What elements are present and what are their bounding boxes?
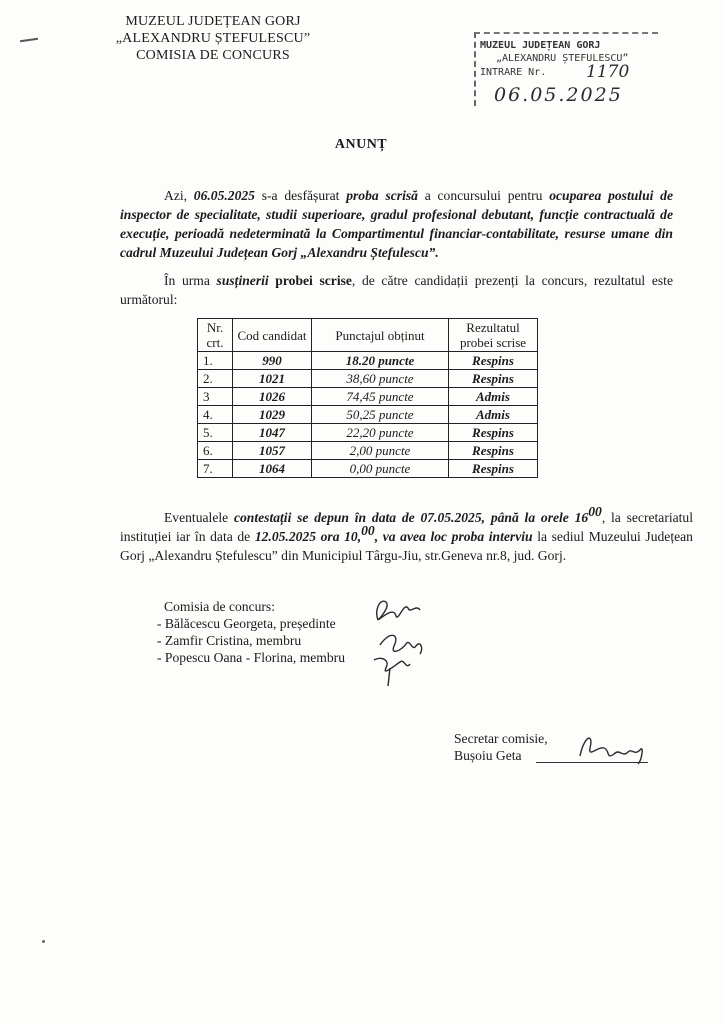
interview-date: 12.05.2025 ora 10, bbox=[254, 529, 362, 544]
col-header-rezultat: Rezultatul probei scrise bbox=[449, 319, 538, 352]
table-header-row bbox=[198, 319, 538, 352]
intro-paragraph bbox=[120, 186, 673, 262]
result-intro-probe: probei scrise bbox=[268, 273, 352, 288]
appeals-text-1: Eventualele bbox=[164, 510, 234, 525]
intro-text-1: Azi, bbox=[164, 188, 194, 203]
table-row bbox=[198, 442, 538, 460]
header-line-2: „ALEXANDRU ȘTEFULESCU” bbox=[115, 31, 311, 46]
row-rezultat: Admis bbox=[449, 388, 538, 406]
margin-mark bbox=[20, 38, 38, 42]
stamp-line-1: MUZEUL JUDEȚEAN GORJ bbox=[480, 40, 601, 51]
appeals-text-2: , la secretariatul instituției iar în data de bbox=[120, 510, 694, 544]
row-cod: 1064 bbox=[233, 460, 312, 478]
appeals-paragraph bbox=[120, 504, 694, 565]
row-punctaj: 74,45 puncte bbox=[312, 388, 449, 406]
table-row bbox=[198, 406, 538, 424]
row-punctaj: 2,00 puncte bbox=[312, 442, 449, 460]
appeals-text-3: la sediul Muzeului Județean Gorj „Alexandru Ștefulescu” din Municipiul Târgu-Jiu, str.Geneva nr.8, jud. Gorj. bbox=[120, 529, 693, 563]
registration-stamp bbox=[474, 32, 658, 106]
row-rezultat: Respins bbox=[449, 460, 538, 478]
row-punctaj: 38,60 puncte bbox=[312, 370, 449, 388]
col-header-cod: Cod candidat bbox=[233, 319, 312, 352]
stamp-date: 06.05.2025 bbox=[494, 84, 623, 106]
row-cod: 1057 bbox=[233, 442, 312, 460]
exam-date: 06.05.2025 bbox=[193, 188, 255, 203]
interview-text: , va avea loc proba interviu bbox=[374, 529, 533, 544]
row-rezultat: Respins bbox=[449, 352, 538, 370]
secretary-name: Bușoiu Geta bbox=[454, 748, 522, 763]
stamp-line-2: „ALEXANDRU ȘTEFULESCU” bbox=[496, 53, 629, 64]
result-intro-text-2: , de către candidații prezenți la concurs, rezultatul este următorul: bbox=[120, 273, 673, 307]
row-nr: 2. bbox=[198, 370, 233, 388]
table-row bbox=[198, 352, 538, 370]
row-cod: 1021 bbox=[233, 370, 312, 388]
row-rezultat: Respins bbox=[449, 424, 538, 442]
table-row bbox=[198, 460, 538, 478]
exam-type: proba scrisă bbox=[346, 188, 418, 203]
table-row bbox=[198, 424, 538, 442]
row-punctaj: 0,00 puncte bbox=[312, 460, 449, 478]
commission-member: - Bălăcescu Georgeta, președinte bbox=[157, 616, 336, 631]
row-nr: 4. bbox=[198, 406, 233, 424]
scan-dot bbox=[42, 940, 45, 943]
commission-member: - Zamfir Cristina, membru bbox=[157, 633, 302, 648]
row-nr: 1. bbox=[198, 352, 233, 370]
row-punctaj: 50,25 puncte bbox=[312, 406, 449, 424]
row-rezultat: Admis bbox=[449, 406, 538, 424]
header-line-1: MUZEUL JUDEȚEAN GORJ bbox=[125, 14, 301, 29]
row-cod: 1026 bbox=[233, 388, 312, 406]
commission-title: Comisia de concurs: bbox=[164, 599, 275, 614]
commission-block bbox=[157, 598, 387, 666]
commission-signatures bbox=[360, 590, 440, 690]
stamp-line-3: INTRARE Nr. bbox=[480, 67, 547, 78]
row-nr: 3 bbox=[198, 388, 233, 406]
row-cod: 990 bbox=[233, 352, 312, 370]
result-intro bbox=[120, 271, 673, 309]
row-punctaj: 22,20 puncte bbox=[312, 424, 449, 442]
row-cod: 1029 bbox=[233, 406, 312, 424]
result-intro-text-1: În urma bbox=[164, 273, 217, 288]
row-rezultat: Respins bbox=[449, 442, 538, 460]
appeals-deadline: se depun în data de 07.05.2025, până la orele 16 bbox=[291, 510, 589, 525]
intro-text-3: a concursului pentru bbox=[417, 188, 550, 203]
row-nr: 6. bbox=[198, 442, 233, 460]
row-cod: 1047 bbox=[233, 424, 312, 442]
col-header-punctaj: Punctajul obținut bbox=[312, 319, 449, 352]
post-description: ocuparea postului de inspector de specialitate, studii superioare, gradul profesional debutant, funcție contractuală de execuție, perioadă nedeterminată la Compartimentul financiar-contabilitate, resurse umane din cadrul Muzeului Județean Gorj „Alexandru Ștefulescu”. bbox=[120, 188, 674, 260]
commission-member: - Popescu Oana - Florina, membru bbox=[157, 650, 346, 665]
result-intro-sust: susținerii bbox=[216, 273, 269, 288]
row-punctaj: 18.20 puncte bbox=[312, 352, 449, 370]
secretary-signature bbox=[570, 726, 660, 770]
results-table bbox=[197, 318, 538, 478]
interview-date-sup: 00 bbox=[361, 523, 375, 539]
secretary-title: Secretar comisie, bbox=[454, 731, 548, 746]
intro-text-2: s-a desfășurat bbox=[254, 188, 347, 203]
appeals-deadline-sup: 00 bbox=[588, 504, 602, 520]
row-rezultat: Respins bbox=[449, 370, 538, 388]
table-row bbox=[198, 370, 538, 388]
appeals-bold: contestații bbox=[233, 510, 292, 525]
row-nr: 5. bbox=[198, 424, 233, 442]
row-nr: 7. bbox=[198, 460, 233, 478]
document-title: ANUNȚ bbox=[334, 137, 388, 152]
institution-header bbox=[88, 13, 338, 64]
stamp-number: 1170 bbox=[586, 62, 630, 82]
table-row bbox=[198, 388, 538, 406]
col-header-nr: Nr. crt. bbox=[198, 319, 233, 352]
header-line-3: COMISIA DE CONCURS bbox=[136, 48, 290, 63]
